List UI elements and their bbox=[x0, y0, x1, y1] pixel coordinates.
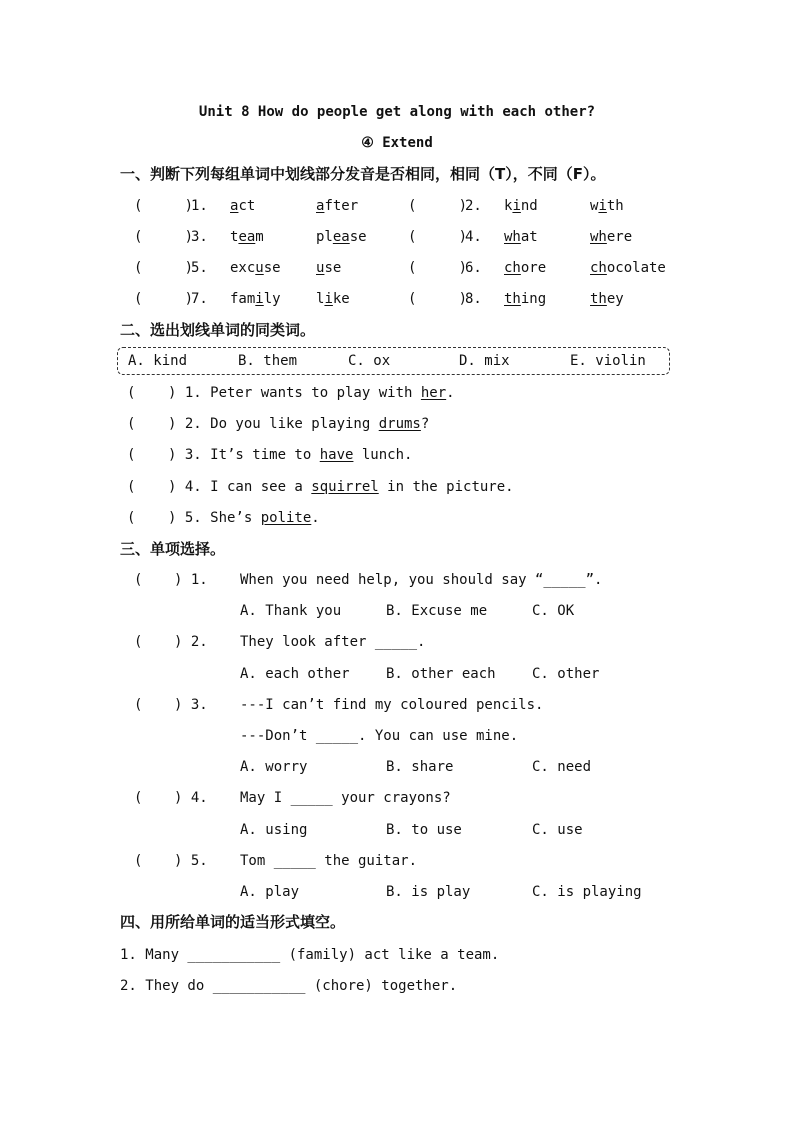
answer-option[interactable]: C. need bbox=[532, 759, 592, 776]
answer-blank[interactable]: ( bbox=[134, 790, 177, 807]
word-underlined-part: a bbox=[316, 198, 325, 214]
word-prefix: w bbox=[590, 198, 599, 214]
answer-option[interactable]: A. using bbox=[240, 821, 308, 838]
options-box bbox=[117, 347, 670, 375]
answer-option[interactable]: B. share bbox=[386, 759, 454, 776]
underlined-word bbox=[590, 291, 624, 307]
word-underlined-part: i bbox=[255, 291, 264, 307]
answer-blank[interactable]: ( bbox=[127, 385, 170, 401]
question-text: ---I can’t find my coloured pencils. bbox=[240, 696, 544, 713]
word-suffix: se bbox=[349, 229, 367, 245]
item-number: 5. bbox=[191, 260, 208, 276]
question-text: ---Don’t _____. You can use mine. bbox=[240, 728, 519, 744]
underlined-word: squirrel bbox=[311, 478, 379, 495]
word-suffix: ly bbox=[263, 291, 281, 307]
item-number: 2. bbox=[465, 198, 482, 214]
answer-option[interactable]: C. is playing bbox=[532, 884, 642, 900]
answer-option[interactable]: B. is play bbox=[386, 884, 471, 900]
question-text-end: . bbox=[311, 509, 320, 526]
word-underlined-part: th bbox=[590, 291, 607, 307]
item-number: ) 5. bbox=[174, 852, 208, 869]
answer-option[interactable]: A. Thank you bbox=[240, 603, 342, 620]
answer-blank[interactable]: ( ) bbox=[408, 229, 468, 245]
answer-blank[interactable]: ( ) bbox=[408, 198, 468, 214]
option-a: A. kind bbox=[128, 353, 188, 369]
underlined-word bbox=[590, 198, 624, 214]
word-underlined-part: u bbox=[255, 260, 264, 276]
underlined-word bbox=[504, 260, 546, 276]
option-e: E. violin bbox=[570, 353, 646, 369]
underlined-word: have bbox=[319, 447, 354, 464]
answer-blank[interactable]: ( ) bbox=[408, 260, 468, 276]
question-text: ) 2. Do you like playing bbox=[168, 416, 379, 433]
word-suffix: m bbox=[255, 229, 264, 245]
question-text-end: in the picture. bbox=[378, 478, 514, 495]
underlined-word bbox=[316, 291, 350, 307]
underlined-word bbox=[590, 260, 666, 276]
question-text-end: ? bbox=[420, 416, 430, 433]
answer-blank[interactable]: ( bbox=[127, 447, 170, 464]
word-underlined-part: ea bbox=[238, 229, 256, 245]
word-suffix: se bbox=[324, 260, 342, 276]
question-text: ) 1. Peter wants to play with bbox=[168, 385, 421, 401]
item-number: 6. bbox=[465, 260, 482, 276]
option-b: B. them bbox=[238, 353, 298, 369]
answer-blank[interactable]: ( ) bbox=[134, 260, 194, 276]
word-underlined-part: u bbox=[316, 260, 325, 276]
answer-blank[interactable]: ( ) bbox=[134, 229, 194, 245]
question-text: They look after _____. bbox=[240, 634, 426, 651]
question-item bbox=[168, 479, 514, 495]
item-number: 8. bbox=[465, 291, 482, 307]
question-text: When you need help, you should say “_____”. bbox=[240, 572, 603, 588]
word-suffix: ke bbox=[332, 291, 350, 307]
word-underlined-part: th bbox=[504, 291, 521, 307]
word-underlined-part: i bbox=[324, 291, 333, 307]
item-number: 4. bbox=[465, 229, 482, 245]
underlined-word bbox=[504, 198, 538, 214]
question-item bbox=[168, 385, 455, 401]
word-suffix: se bbox=[263, 260, 281, 276]
word-suffix: at bbox=[520, 229, 538, 245]
word-underlined-part: wh bbox=[590, 229, 607, 245]
question-text-end: . bbox=[446, 385, 455, 401]
section1-heading: 一、判断下列每组单词中划线部分发音是否相同，相同（T），不同（F）。 bbox=[120, 165, 606, 183]
option-c: C. ox bbox=[348, 353, 391, 369]
item-number: 7. bbox=[191, 291, 208, 307]
underlined-word bbox=[230, 229, 264, 245]
question-text: ) 5. She’s bbox=[168, 509, 261, 526]
word-prefix: fam bbox=[230, 291, 256, 307]
word-suffix: fter bbox=[324, 198, 359, 214]
answer-blank[interactable]: ( ) bbox=[134, 198, 194, 214]
word-suffix: ore bbox=[520, 260, 547, 276]
word-suffix: th bbox=[606, 198, 624, 214]
word-prefix: l bbox=[316, 291, 325, 307]
answer-option[interactable]: B. to use bbox=[386, 821, 462, 838]
word-prefix: t bbox=[230, 229, 239, 245]
underlined-word bbox=[590, 229, 632, 245]
worksheet-subtitle: ④ Extend bbox=[361, 135, 433, 151]
underlined-word bbox=[230, 260, 281, 276]
underlined-word: drums bbox=[378, 416, 421, 433]
word-prefix: pl bbox=[316, 229, 333, 245]
word-suffix: nd bbox=[520, 198, 538, 214]
item-number: 1. bbox=[191, 198, 208, 214]
fill-blank-item: 2. They do ___________ (chore) together. bbox=[120, 978, 458, 994]
answer-option[interactable]: A. worry bbox=[240, 759, 308, 776]
word-suffix: ct bbox=[238, 198, 256, 214]
word-underlined-part: ea bbox=[332, 229, 350, 245]
underlined-word bbox=[316, 229, 367, 245]
answer-option[interactable]: C. use bbox=[532, 821, 583, 838]
answer-option[interactable]: B. other each bbox=[386, 665, 496, 682]
word-underlined-part: i bbox=[598, 198, 607, 214]
item-number: ) 1. bbox=[174, 572, 208, 588]
word-underlined-part: ch bbox=[504, 260, 521, 276]
word-underlined-part: i bbox=[512, 198, 521, 214]
word-underlined-part: wh bbox=[504, 229, 521, 245]
word-underlined-part: a bbox=[230, 198, 239, 214]
word-suffix: ere bbox=[606, 229, 633, 245]
answer-blank[interactable]: ( ) bbox=[408, 291, 468, 307]
section4-heading: 四、用所给单词的适当形式填空。 bbox=[120, 913, 346, 931]
answer-option[interactable]: C. other bbox=[532, 665, 600, 682]
answer-option[interactable]: A. play bbox=[240, 884, 300, 900]
word-prefix: k bbox=[504, 198, 513, 214]
answer-option[interactable]: C. OK bbox=[532, 603, 575, 620]
underlined-word bbox=[504, 291, 546, 307]
word-suffix: ey bbox=[606, 291, 624, 307]
answer-blank[interactable]: ( bbox=[127, 416, 170, 433]
worksheet-title: Unit 8 How do people get along with each other? bbox=[198, 104, 596, 120]
underlined-word: polite bbox=[260, 509, 312, 526]
word-suffix: ing bbox=[520, 291, 547, 307]
question-text: ) 3. It’s time to bbox=[168, 447, 320, 464]
answer-blank[interactable]: ( bbox=[134, 634, 177, 651]
answer-blank[interactable]: ( bbox=[127, 478, 170, 495]
option-d: D. mix bbox=[459, 353, 510, 369]
question-item bbox=[168, 416, 429, 432]
answer-blank[interactable]: ( bbox=[134, 572, 177, 588]
question-text-end: lunch. bbox=[353, 447, 413, 464]
fill-blank-item: 1. Many ___________ (family) act like a team. bbox=[120, 947, 500, 963]
answer-blank[interactable]: ( ) bbox=[134, 291, 194, 307]
word-underlined-part: ch bbox=[590, 260, 607, 276]
section3-heading: 三、单项选择。 bbox=[120, 540, 226, 558]
underlined-word bbox=[230, 198, 255, 214]
underlined-word bbox=[230, 291, 281, 307]
word-suffix: ocolate bbox=[606, 260, 666, 276]
question-item bbox=[168, 510, 320, 526]
item-number: 3. bbox=[191, 229, 208, 245]
underlined-word bbox=[316, 198, 358, 214]
answer-blank[interactable]: ( bbox=[134, 696, 177, 713]
question-text: ) 4. I can see a bbox=[168, 478, 312, 495]
underlined-word bbox=[504, 229, 538, 245]
answer-option[interactable]: A. each other bbox=[240, 665, 350, 682]
answer-option[interactable]: B. Excuse me bbox=[386, 603, 488, 620]
question-text: May I _____ your crayons? bbox=[240, 790, 451, 807]
underlined-word bbox=[316, 260, 341, 276]
question-text: Tom _____ the guitar. bbox=[240, 852, 418, 869]
underlined-word: her bbox=[420, 385, 447, 401]
question-item bbox=[168, 447, 412, 463]
item-number: ) 2. bbox=[174, 634, 208, 651]
item-number: ) 3. bbox=[174, 696, 208, 713]
word-prefix: exc bbox=[230, 260, 256, 276]
answer-blank[interactable]: ( bbox=[134, 852, 177, 869]
item-number: ) 4. bbox=[174, 790, 208, 807]
answer-blank[interactable]: ( bbox=[127, 509, 170, 526]
section2-heading: 二、选出划线单词的同类词。 bbox=[120, 321, 316, 339]
